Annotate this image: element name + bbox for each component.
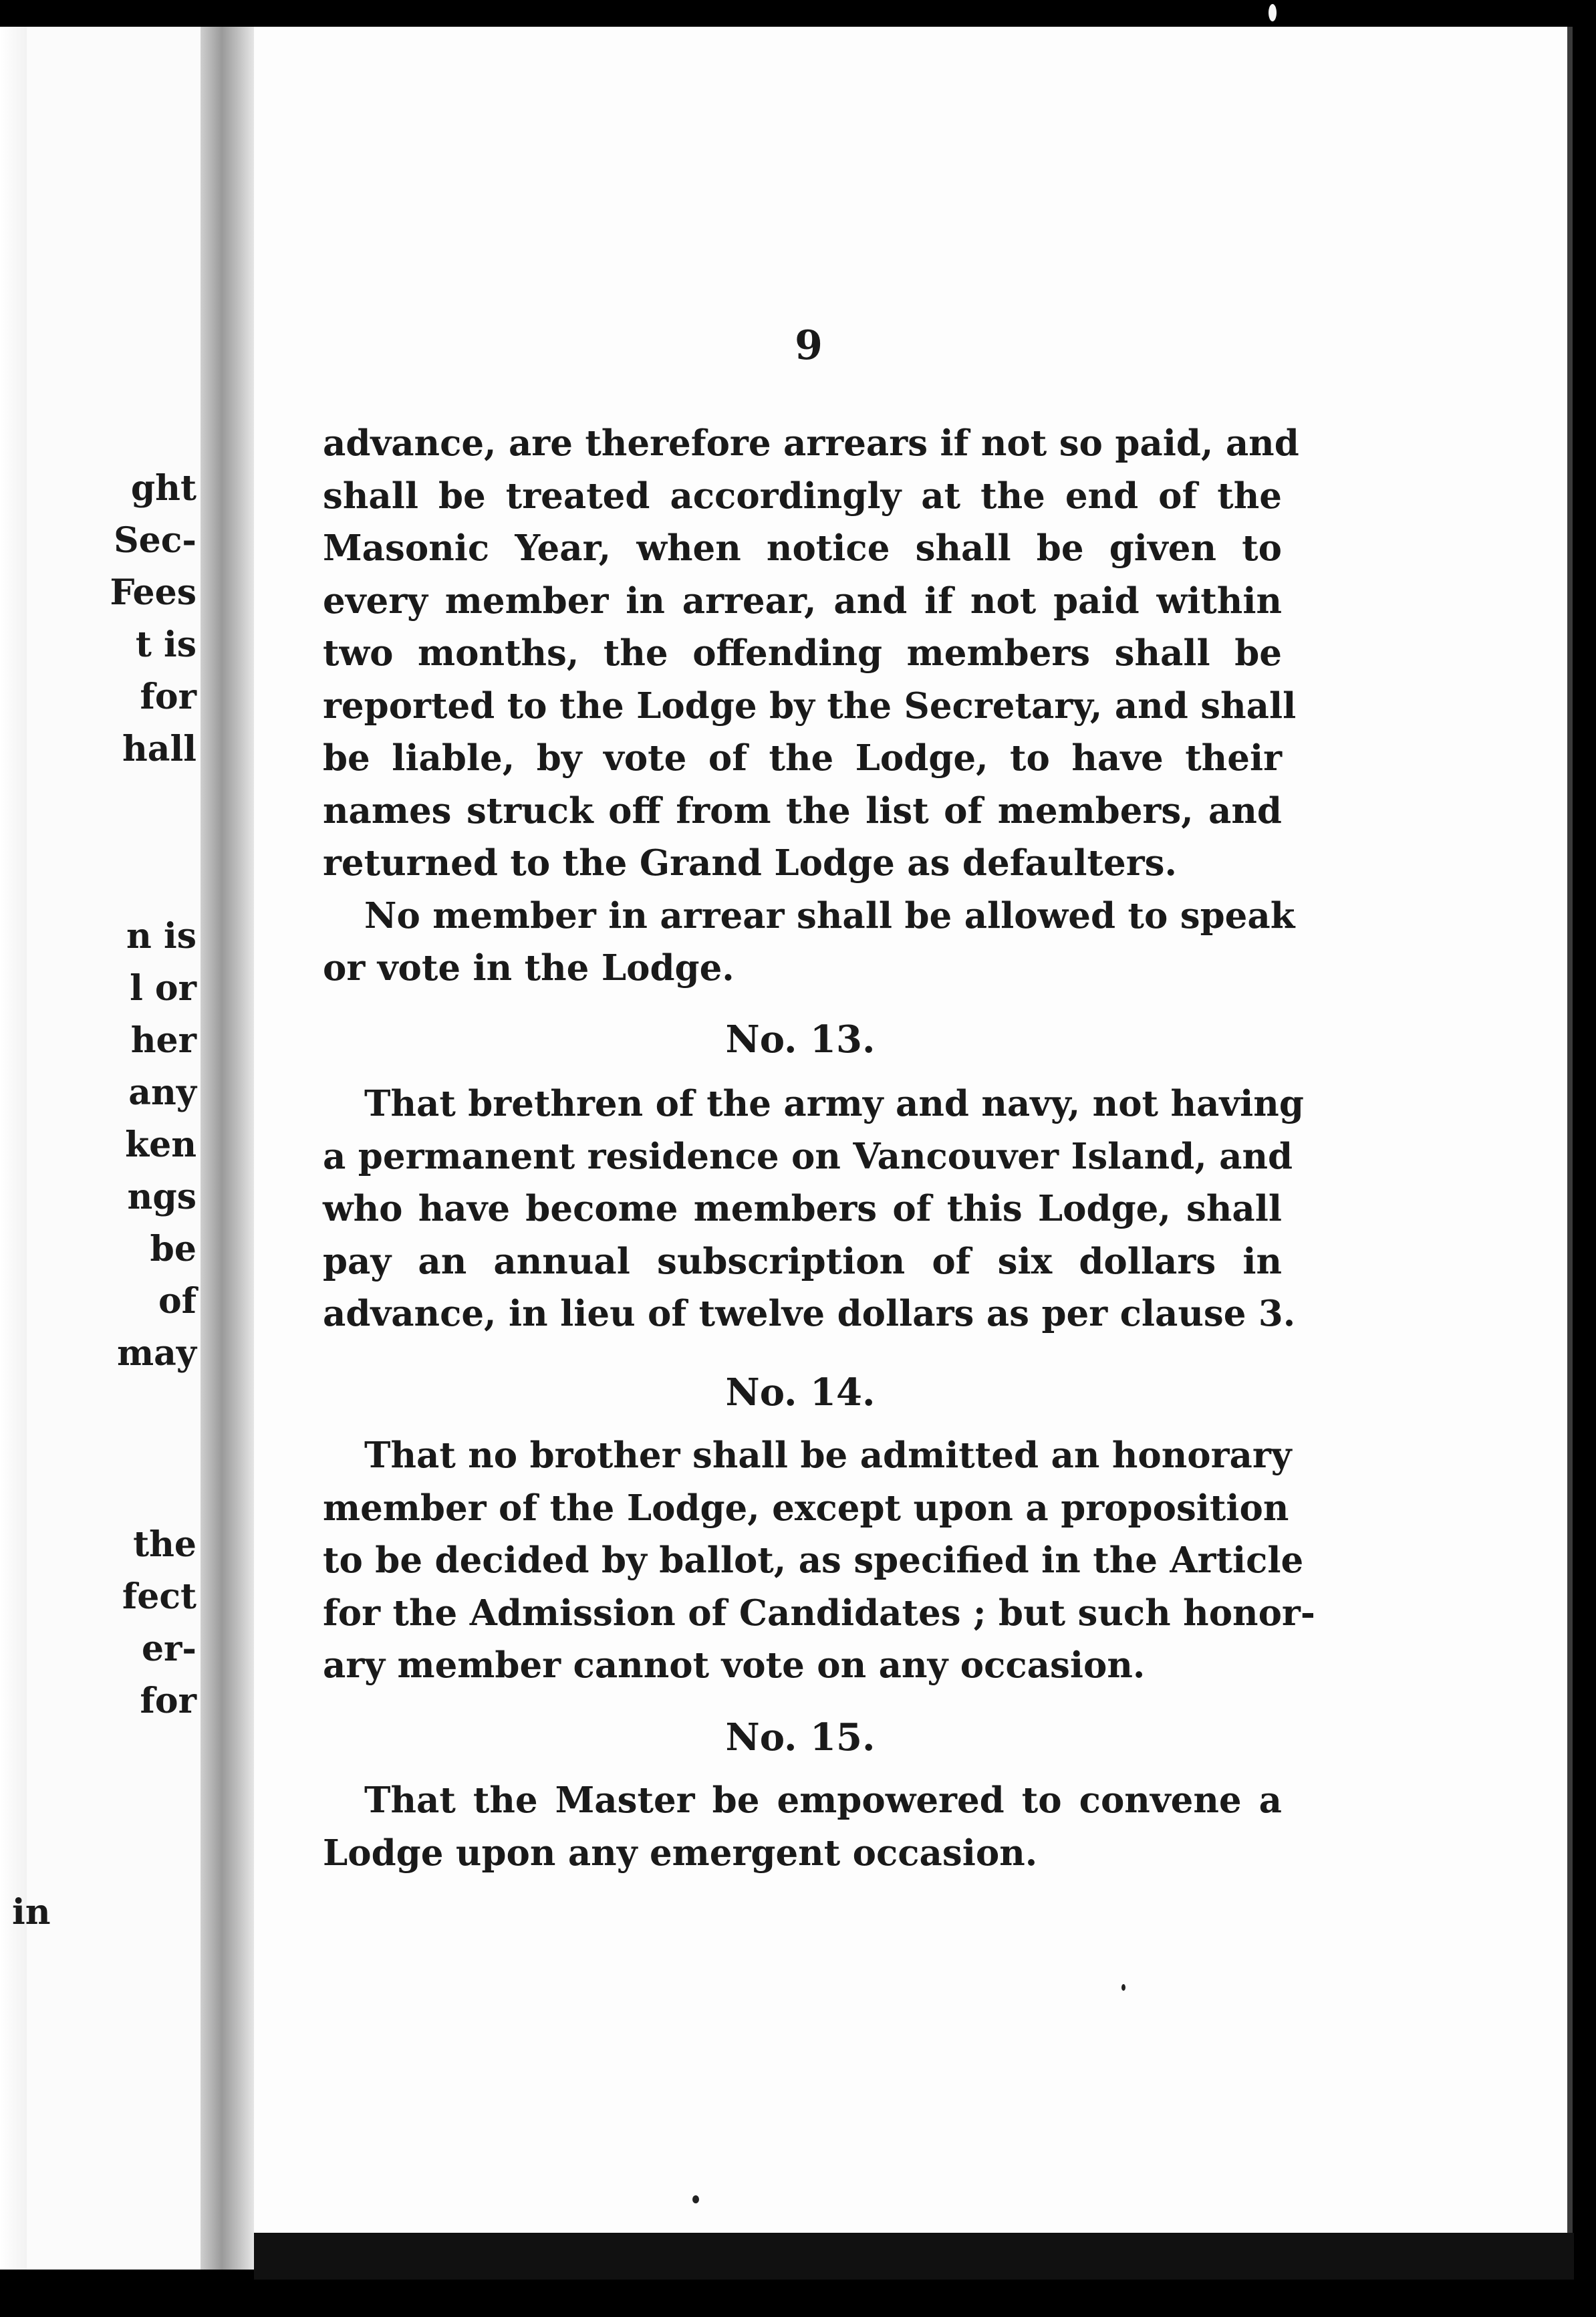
text-line: advance, in lieu of twelve dollars as per clause 3.: [323, 1293, 1296, 1334]
left-fragment: any: [128, 1072, 196, 1113]
text-line: to be decided by ballot, as specified in the Article: [323, 1540, 1304, 1581]
text-line: That the Master be empowered to convene a: [364, 1780, 1282, 1821]
text-line: That no brother shall be admitted an honorary: [364, 1435, 1292, 1476]
text-line: names struck off from the list of members, and: [323, 789, 1282, 832]
paragraph-15: [323, 1774, 1282, 1879]
left-fragment: of: [158, 1281, 196, 1322]
left-fragment: fect: [122, 1576, 196, 1617]
text-line: every member in arrear, and if not paid within: [323, 580, 1282, 622]
left-fragment: ngs: [127, 1177, 196, 1217]
paragraph-14: [323, 1429, 1315, 1692]
left-fragment: Sec-: [114, 520, 196, 561]
text-line: ary member cannot vote on any occasion.: [323, 1644, 1146, 1686]
left-fragment: Fees: [110, 572, 196, 613]
text-line: Lodge upon any emergent occasion.: [323, 1832, 1038, 1874]
page-number: 9: [795, 322, 823, 369]
left-fragment: ght: [130, 468, 196, 509]
text-line: two months, the offending members shall be: [323, 632, 1282, 674]
left-fragment: in: [12, 1892, 51, 1933]
text-line: shall be treated accordingly at the end of the: [323, 475, 1282, 517]
text-line: for the Admission of Candidates ; but such honor-: [323, 1592, 1315, 1634]
text-line: be liable, by vote of the Lodge, to have their: [323, 737, 1282, 779]
paragraph-continuation: [323, 417, 1299, 995]
left-fragment: ken: [125, 1124, 196, 1165]
left-fragment: er-: [141, 1628, 196, 1669]
paragraph-13: [323, 1078, 1304, 1340]
text-line: or vote in the Lodge.: [323, 947, 735, 989]
left-fragment: the: [133, 1524, 196, 1565]
text-line: No member in arrear shall be allowed to speak: [364, 894, 1295, 937]
book-gutter: [201, 27, 254, 2270]
left-fragment: her: [130, 1020, 196, 1061]
text-line: member of the Lodge, except upon a proposition: [323, 1487, 1289, 1529]
left-fragment: be: [150, 1229, 196, 1269]
left-fragment: may: [117, 1333, 196, 1374]
left-fragment: hall: [122, 729, 196, 769]
text-line: advance, are therefore arrears if not so paid, and: [323, 422, 1299, 464]
left-fragment: l or: [130, 968, 196, 1009]
left-fragment: n is: [126, 916, 196, 957]
text-line: returned to the Grand Lodge as defaulters.: [323, 842, 1177, 884]
section-heading-13: No. 13.: [725, 1017, 876, 1062]
ink-speck: [692, 2195, 699, 2203]
text-line: Masonic Year, when notice shall be given to: [323, 527, 1282, 569]
text-line: reported to the Lodge by the Secretary, and shall: [323, 685, 1297, 727]
text-line: a permanent residence on Vancouver Island, and: [323, 1135, 1293, 1177]
edge-mark: [1269, 4, 1277, 21]
section-heading-15: No. 15.: [725, 1715, 876, 1759]
text-line: That brethren of the army and navy, not having: [364, 1083, 1304, 1124]
page-shadow: [254, 2233, 1574, 2280]
text-line: who have become members of this Lodge, shall: [323, 1188, 1282, 1229]
left-fragment: for: [140, 1681, 196, 1721]
left-fragment: for: [140, 677, 196, 717]
left-page-edge: [0, 27, 27, 2270]
left-page: [0, 27, 201, 2270]
ink-speck: [1121, 1984, 1125, 1991]
text-line: pay an annual subscription of six dollars in: [323, 1240, 1282, 1282]
left-fragment: t is: [135, 624, 196, 665]
section-heading-14: No. 14.: [725, 1370, 876, 1415]
